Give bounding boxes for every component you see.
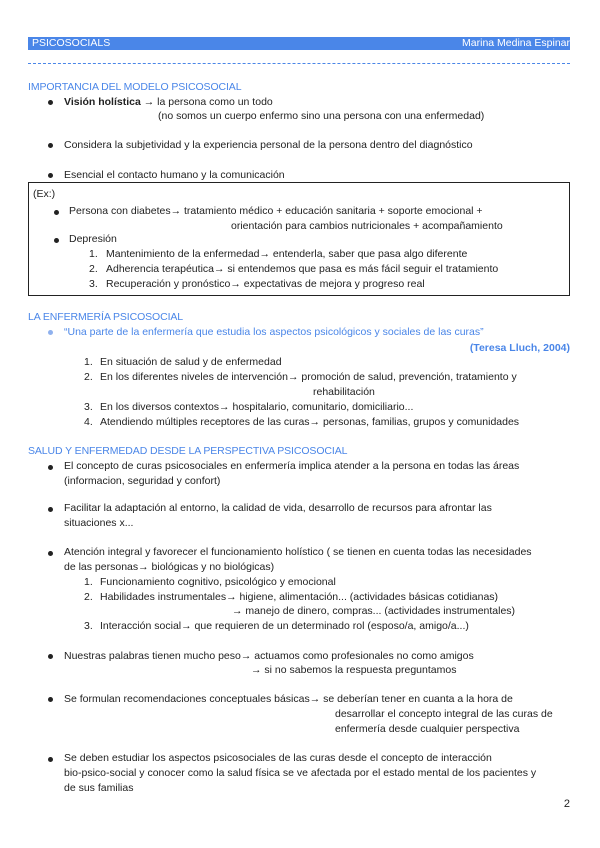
list-item-continuation: (informacion, seguridad y confort) bbox=[64, 475, 221, 487]
numbered-item: Habilidades instrumentales→ higiene, alimentación... (actividades básicas cotidianas) bbox=[100, 591, 499, 603]
list-item-vision-holistica bbox=[64, 96, 273, 108]
numbered-marker: 3. bbox=[84, 620, 93, 632]
bullet-dot bbox=[54, 210, 59, 215]
citation: (Teresa Lluch, 2004) bbox=[469, 342, 570, 354]
bullet-dot bbox=[48, 757, 53, 762]
term-definition: → la persona como un todo bbox=[143, 96, 273, 108]
bullet-dot bbox=[48, 551, 53, 556]
list-item-continuation: de las personas→ biológicas y no biológicas) bbox=[64, 561, 275, 573]
numbered-marker: 2. bbox=[89, 263, 98, 275]
numbered-item: Recuperación y pronóstico→ expectativas de mejora y progreso real bbox=[106, 278, 425, 290]
list-item-continuation: de sus familias bbox=[64, 782, 134, 794]
numbered-item-continuation: → manejo de dinero, compras... (actividades instrumentales) bbox=[232, 605, 516, 617]
list-item-continuation: desarrollar el concepto integral de las curas de bbox=[335, 708, 553, 720]
list-item-continuation: → si no sabemos la respuesta preguntamos bbox=[251, 664, 457, 676]
list-item-continuation: situaciones x... bbox=[64, 517, 134, 529]
numbered-item: En los diversos contextos→ hospitalario, comunitario, domiciliario... bbox=[100, 401, 414, 413]
bullet-dot bbox=[48, 330, 53, 335]
header-author: Marina Medina Espinar bbox=[462, 37, 570, 49]
numbered-item: Adherencia terapéutica→ si entendemos que pasa es más fácil seguir el tratamiento bbox=[106, 263, 499, 275]
example-diabetes-continuation: orientación para cambios nutricionales + acompañamiento bbox=[231, 220, 503, 232]
list-item-subjetividad: Considera la subjetividad y la experiencia personal de la persona dentro del diagnóstico bbox=[64, 139, 473, 151]
header-divider bbox=[28, 63, 570, 64]
page-number: 2 bbox=[563, 798, 570, 810]
bullet-dot bbox=[48, 465, 53, 470]
numbered-marker: 1. bbox=[84, 576, 93, 588]
numbered-item: Interacción social→ que requieren de un determinado rol (esposo/a, amigo/a...) bbox=[100, 620, 469, 632]
numbered-marker: 3. bbox=[84, 401, 93, 413]
numbered-marker: 3. bbox=[89, 278, 98, 290]
numbered-item: Mantenimiento de la enfermedad→ entenderla, saber que pasa algo diferente bbox=[106, 248, 468, 260]
numbered-item: Atendiendo múltiples receptores de las curas→ personas, familias, grupos y comunidades bbox=[100, 416, 520, 428]
list-item-continuation: (no somos un cuerpo enfermo sino una persona con una enfermedad) bbox=[158, 110, 485, 122]
bullet-dot bbox=[48, 100, 53, 105]
example-label: (Ex:) bbox=[33, 188, 56, 200]
bullet-dot bbox=[48, 507, 53, 512]
numbered-item-continuation: rehabilitación bbox=[313, 386, 375, 398]
numbered-item: En situación de salud y de enfermedad bbox=[100, 356, 282, 368]
running-header bbox=[28, 37, 570, 50]
definition-quote: “Una parte de la enfermería que estudia los aspectos psicológicos y sociales de las curas” bbox=[64, 326, 484, 338]
section-title-salud: SALUD Y ENFERMEDAD DESDE LA PERSPECTIVA PSICOSOCIAL bbox=[28, 445, 348, 457]
section-title-enfermeria: LA ENFERMERÍA PSICOSOCIAL bbox=[28, 311, 184, 323]
numbered-marker: 1. bbox=[84, 356, 93, 368]
section-title-importancia: IMPORTANCIA DEL MODELO PSICOSOCIAL bbox=[28, 81, 242, 93]
bullet-dot bbox=[48, 654, 53, 659]
bullet-dot bbox=[54, 238, 59, 243]
numbered-item: Funcionamiento cognitivo, psicológico y emocional bbox=[100, 576, 336, 588]
term-bold: Visión holística bbox=[64, 96, 141, 108]
list-item-contacto: Esencial el contacto humano y la comunicación bbox=[64, 169, 285, 181]
numbered-item: En los diferentes niveles de intervención→ promoción de salud, prevención, tratamiento y bbox=[100, 371, 517, 383]
list-item-continuation: bio-psico-social y conocer como la salud física se ve afectada por el estado mental de los pacientes y bbox=[64, 767, 537, 779]
example-diabetes: Persona con diabetes→ tratamiento médico + educación sanitaria + soporte emocional + bbox=[69, 205, 483, 217]
list-item-curas: El concepto de curas psicosociales en enfermería implica atender a la persona en todas las áreas bbox=[64, 460, 520, 472]
numbered-marker: 4. bbox=[84, 416, 93, 428]
example-depresion: Depresión bbox=[69, 233, 117, 245]
bullet-dot bbox=[48, 143, 53, 148]
list-item-palabras: Nuestras palabras tienen mucho peso→ actuamos como profesionales no como amigos bbox=[64, 650, 474, 662]
bullet-dot bbox=[48, 173, 53, 178]
list-item-estudiar: Se deben estudiar los aspectos psicosociales de las curas desde el concepto de interacción bbox=[64, 752, 492, 764]
bullet-dot bbox=[48, 697, 53, 702]
numbered-marker: 2. bbox=[84, 591, 93, 603]
list-item-recomendaciones: Se formulan recomendaciones conceptuales básicas→ se deberían tener en cuanta a la hora de bbox=[64, 693, 513, 705]
numbered-marker: 2. bbox=[84, 371, 93, 383]
header-subject: PSICOSOCIALS bbox=[32, 37, 111, 49]
list-item-adaptacion: Facilitar la adaptación al entorno, la calidad de vida, desarrollo de recursos para afrontar las bbox=[64, 502, 492, 514]
numbered-marker: 1. bbox=[89, 248, 98, 260]
list-item-continuation: enfermería desde cualquier perspectiva bbox=[335, 723, 520, 735]
list-item-atencion: Atención integral y favorecer el funcionamiento holístico ( se tienen en cuenta todas las necesidades bbox=[64, 546, 532, 558]
